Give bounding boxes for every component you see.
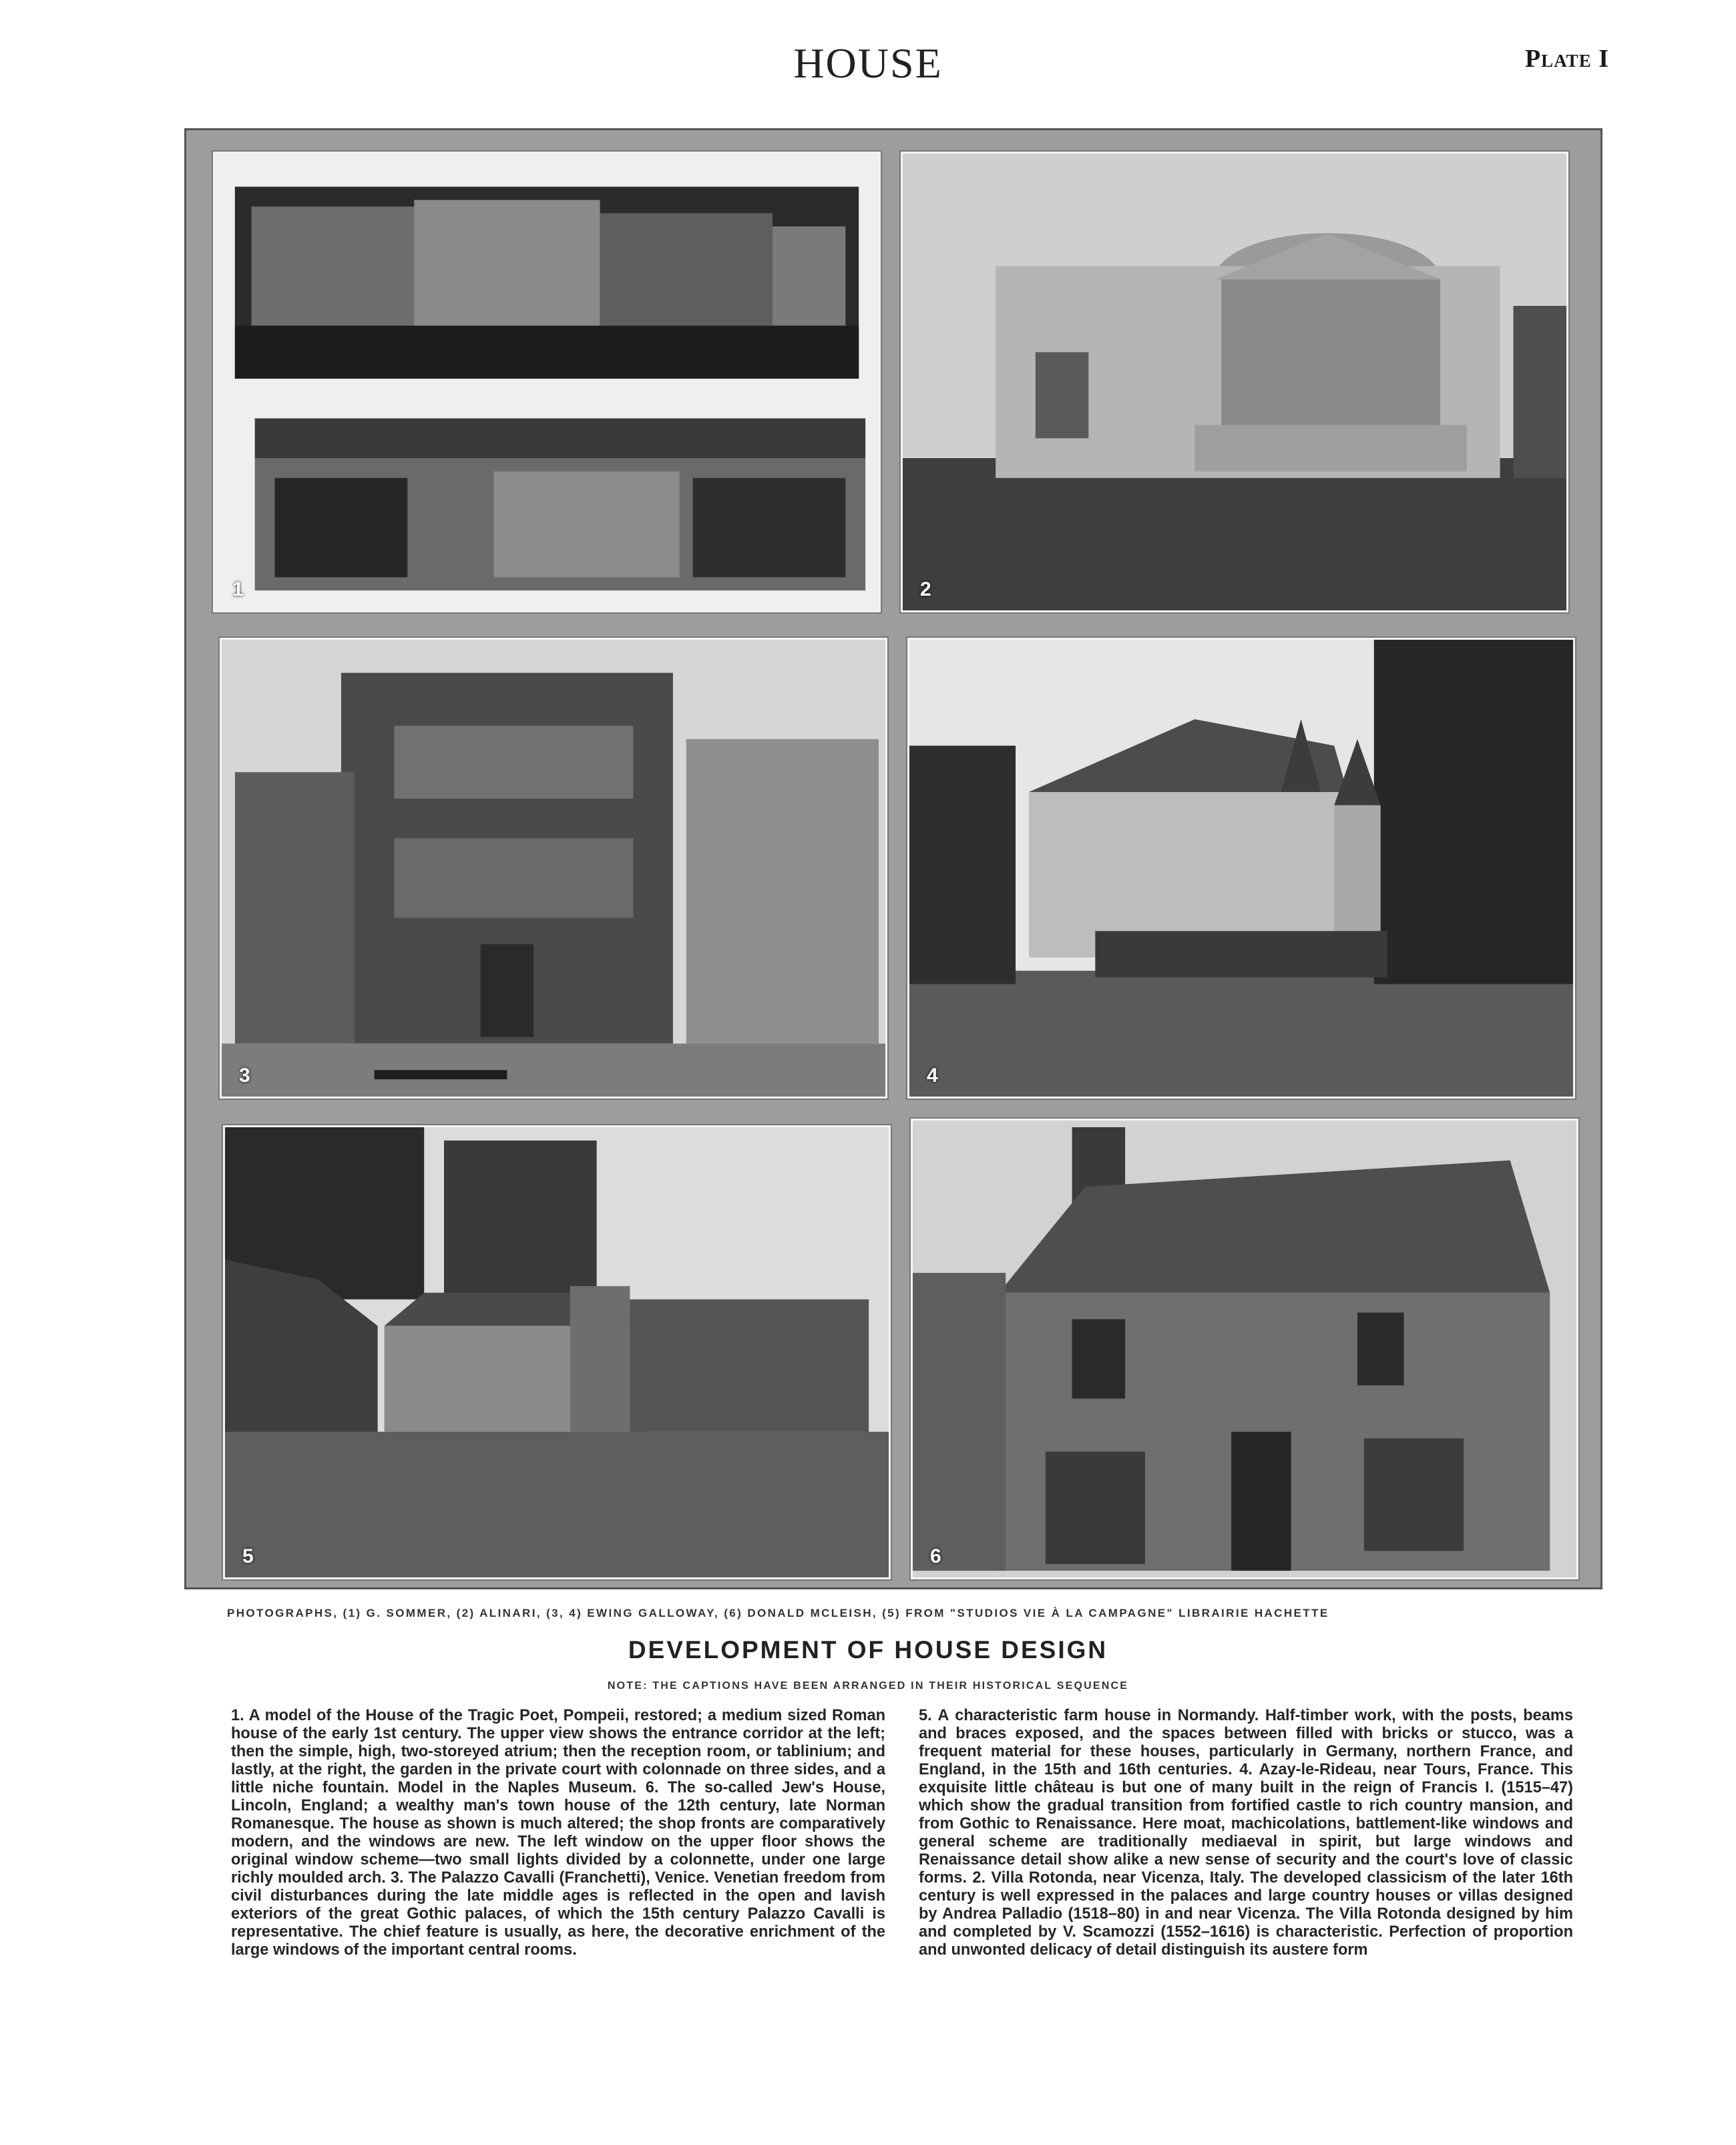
- photo-normandy-farm-house: [223, 1125, 891, 1579]
- photo-number: 5: [242, 1545, 254, 1567]
- normandy-farm-house-image: [225, 1127, 889, 1577]
- jews-house-lincoln-image: [913, 1121, 1576, 1577]
- photo-azay-le-rideau: [907, 638, 1575, 1099]
- captions-right-column: 5. A characteristic farm house in Normandy. Half-timber work, with the posts, beams and braces exposed, and the spaces between filled with bricks or stucco, was a frequent material for these houses, particularly in Germany, northern France, and England, in the 15th and 16th centuries. 4. Azay-le-Rideau, near Tours, France. This exquisite little château is but one of many built in the reign of Francis I. (1515–47) which show the gradual transition from fortified castle to rich country mansion, and from Gothic to Renaissance. Here moat, machicolations, battlement-like windows and general scheme are traditionally mediaeval in spirit, but large windows and Renaissance detail show alike a new sense of security and the court's love of classic forms. 2. Villa Rotonda, near Vicenza, Italy. The developed classicism of the later 16th century is well expressed in the palaces and large country houses or villas designed by Andrea Palladio (1518–80) in and near Vicenza. The Villa Rotonda designed by him and completed by V. Scamozzi (1552–1616) is characteristic. Perfection of proportion and unwonted delicacy of detail distinguish its austere form: [919, 1707, 1573, 1959]
- azay-le-rideau-image: [909, 640, 1573, 1097]
- photo-jews-house-lincoln: [911, 1119, 1578, 1579]
- photo-number: 6: [930, 1545, 941, 1567]
- photo-number: 3: [239, 1064, 250, 1087]
- photo-plate: [184, 128, 1602, 1589]
- villa-rotonda-image: [903, 154, 1566, 610]
- palazzo-cavalli-image: [222, 640, 885, 1097]
- roman-house-model-image: [215, 154, 879, 610]
- photo-villa-rotonda: [901, 152, 1568, 612]
- photo-credits: PHOTOGRAPHS, (1) G. SOMMER, (2) ALINARI, (3, 4) EWING GALLOWAY, (6) DONALD MCLEISH, (5) FROM "STUDIOS VIE À LA CAMPAGNE" LIBRAIRIE HACHETTE: [227, 1607, 1329, 1619]
- photo-roman-house-model: [213, 152, 881, 612]
- photo-number: 2: [920, 578, 931, 600]
- captions-left-column: 1. A model of the House of the Tragic Poet, Pompeii, restored; a medium sized Roman house of the early 1st century. The upper view shows the entrance corridor at the left; then the simple, high, two-storeyed atrium; then the reception room, or tablinium; and lastly, at the right, the garden in the private court with colonnade on three sides, and a little niche fountain. Model in the Naples Museum. 6. The so-called Jew's House, Lincoln, England; a wealthy man's town house of the 12th century, late Norman Romanesque. The house as shown is much altered; the shop fronts are comparatively modern, and the windows are new. The left window on the upper floor shows the original window scheme—two small lights divided by a colonnette, under one large richly moulded arch. 3. The Palazzo Cavalli (Franchetti), Venice. Venetian freedom from civil disturbances during the late middle ages is reflected in the open and lavish exteriors of the great Gothic palaces, of which the 15th century Palazzo Cavalli is representative. The chief feature is usually, as here, the decorative enrichment of the large windows of the important central rooms.: [231, 1707, 885, 1959]
- section-heading: DEVELOPMENT OF HOUSE DESIGN: [628, 1636, 1108, 1664]
- photo-palazzo-cavalli: [220, 638, 887, 1099]
- photo-number: 1: [232, 578, 244, 600]
- plate-label: Plate I: [1524, 45, 1609, 73]
- photo-number: 4: [927, 1064, 938, 1087]
- page-title: HOUSE: [793, 39, 943, 87]
- section-note: NOTE: THE CAPTIONS HAVE BEEN ARRANGED IN THEIR HISTORICAL SEQUENCE: [607, 1680, 1129, 1692]
